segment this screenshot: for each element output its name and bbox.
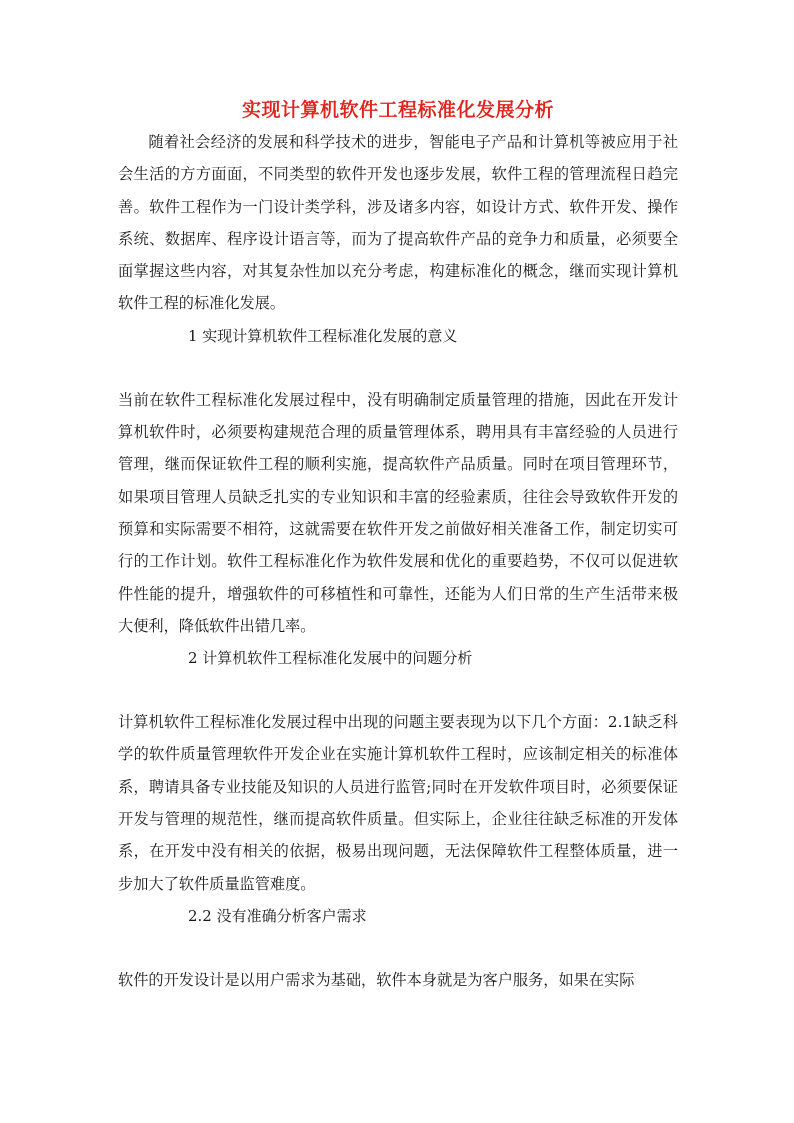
section-1-paragraph: 当前在软件工程标准化发展过程中，没有明确制定质量管理的措施，因此在开发计算机软件时，必须要构建规范合理的质量管理体系，聘用具有丰富经验的人员进行管理，继而保证软件工程的顺利实施，提高软件产品质量。同时在项目管理环节，如果项目管理人员缺乏扎实的专业知识和丰富的经验素质，往往会导致软件开发的预算和实际需要不相符，这就需要在软件开发之前做好相关准备工作，制定切实可行的工作计划。软件工程标准化作为软件发展和优化的重要趋势，不仅可以促进软件性能的提升，增强软件的可移植性和可靠性，还能为人们日常的生产生活带来极大便利，降低软件出错几率。 [118, 390, 678, 635]
section-2-heading: 2 计算机软件工程标准化发展中的问题分析 [188, 649, 473, 668]
paragraph-gap [118, 932, 678, 964]
paragraph-gap [118, 674, 678, 706]
section-1-heading: 1 实现计算机软件工程标准化发展的意义 [188, 326, 458, 345]
document-title: 实现计算机软件工程标准化发展分析 [241, 99, 554, 121]
section-2-2-paragraph: 软件的开发设计是以用户需求为基础，软件本身就是为客户服务，如果在实际 [118, 970, 635, 989]
section-2-paragraph: 计算机软件工程标准化发展过程中出现的问题主要表现为以下几个方面：2.1缺乏科学的软件质量管理软件开发企业在实施计算机软件工程时，应该制定相关的标准体系，聘请具备专业技能及知识的人员进行监管;同时在开发软件项目时，必须要保证开发与管理的规范性，继而提高软件质量。但实际上，企业往往缺乏标准的开发体系，在开发中没有相关的依据，极易出现问题，无法保障软件工程整体质量，进一步加大了软件质量监管难度。 [118, 713, 678, 893]
document-page [118, 96, 678, 996]
paragraph-gap [118, 352, 678, 384]
intro-paragraph: 随着社会经济的发展和科学技术的进步，智能电子产品和计算机等被应用于社会生活的方方面面，不同类型的软件开发也逐步发展，软件工程的管理流程日趋完善。软件工程作为一门设计类学科，涉及诸多内容，如设计方式、软件开发、操作系统、数据库、程序设计语言等，而为了提高软件产品的竞争力和质量，必须要全面掌握这些内容，对其复杂性加以充分考虑，构建标准化的概念，继而实现计算机软件工程的标准化发展。 [118, 133, 678, 313]
section-2-2-heading: 2.2 没有准确分析客户需求 [188, 906, 367, 925]
